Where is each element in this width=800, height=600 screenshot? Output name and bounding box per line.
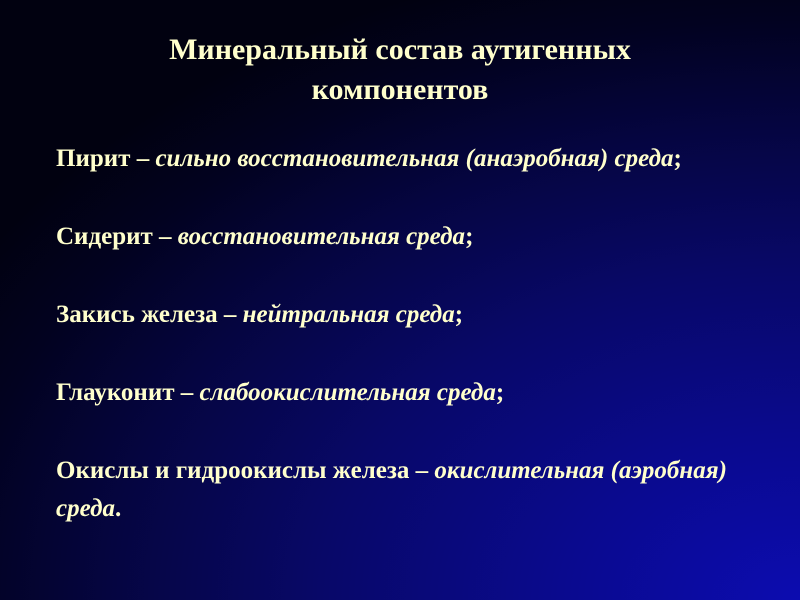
- item-dash: –: [217, 301, 243, 328]
- slide-content: [56, 140, 756, 528]
- item-end-punct: ;: [465, 223, 474, 250]
- item-description: нейтральная среда: [242, 301, 455, 328]
- item-end-punct: ;: [454, 301, 464, 328]
- slide-title-line-1: Минеральный состав аутигенных: [169, 33, 631, 66]
- list-item-glauconite: [56, 374, 756, 412]
- slide-title-line-2: компонентов: [311, 73, 489, 106]
- item-term: Окислы и гидроокислы железа: [56, 457, 410, 484]
- item-description: сильно восстановительная (анаэробная) среда: [155, 145, 674, 172]
- item-end-punct: ;: [673, 145, 682, 172]
- item-term: Сидерит: [56, 223, 153, 250]
- item-end-punct: ;: [495, 379, 505, 406]
- item-description: восстановительная среда: [177, 223, 466, 250]
- item-dash: –: [130, 145, 156, 172]
- item-term: Закись железа: [56, 301, 218, 328]
- item-dash: –: [152, 223, 178, 250]
- slide-title: [0, 30, 800, 110]
- list-item-iron-oxides: [56, 452, 756, 528]
- item-description: слабоокислительная среда: [199, 379, 496, 406]
- item-term: Глауконит: [56, 379, 175, 406]
- item-term: Пирит: [56, 145, 131, 172]
- item-description: окислительная (аэробная) среда: [56, 457, 727, 522]
- list-item-ferrous-oxide: [56, 296, 756, 334]
- item-end-punct: .: [114, 495, 122, 522]
- item-dash: –: [174, 379, 200, 406]
- list-item-siderite: [56, 218, 756, 256]
- list-item-pyrite: [56, 140, 756, 178]
- item-dash: –: [409, 457, 435, 484]
